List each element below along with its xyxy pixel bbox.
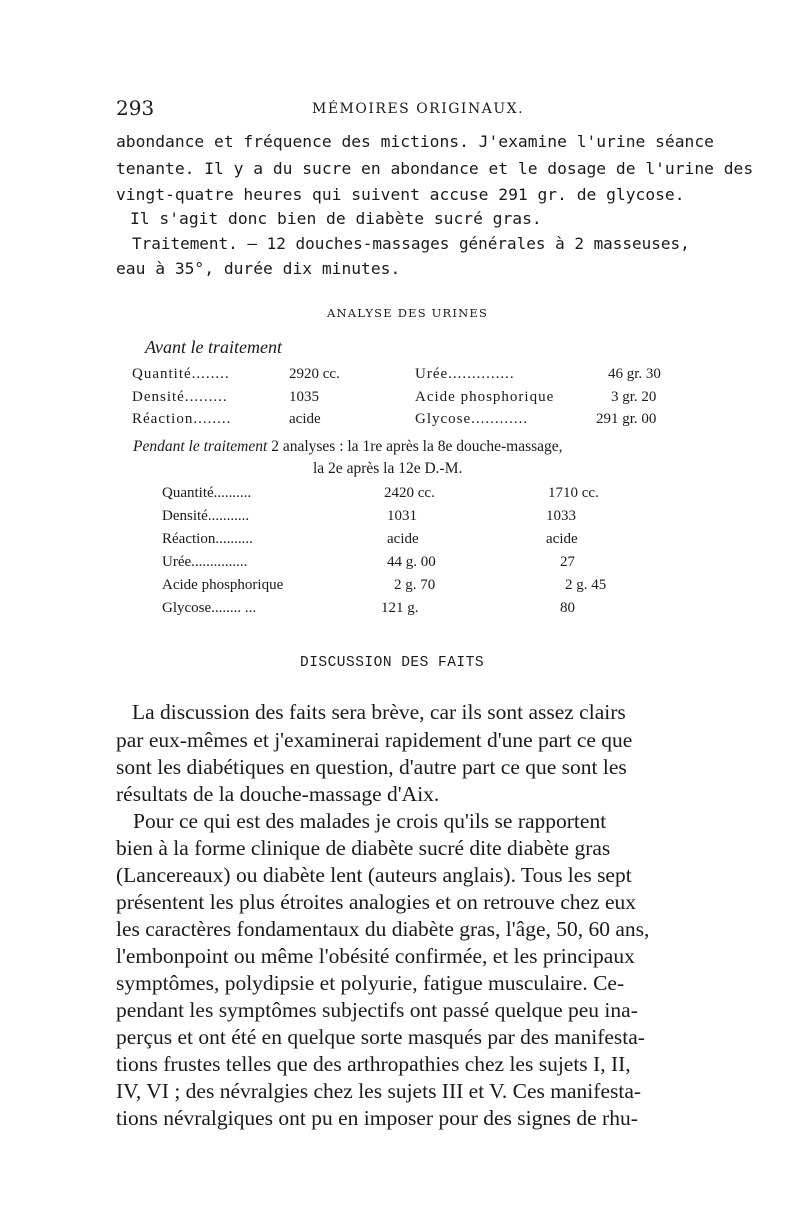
running-head: MÉMOIRES ORIGINAUX. bbox=[312, 101, 525, 117]
during-v2: 80 bbox=[560, 600, 575, 616]
intro-line bbox=[116, 159, 754, 178]
discussion-line: tions frustes telles que des arthropathies chez les sujets I, II, bbox=[116, 1052, 631, 1076]
intro-line bbox=[130, 209, 542, 228]
discussion-line: sont les diabétiques en question, d'autre part ce que sont les bbox=[116, 755, 627, 779]
before-value2: 46 gr. 30 bbox=[608, 366, 661, 382]
before-value2: 3 gr. 20 bbox=[611, 389, 657, 405]
during-label: Réaction.......... bbox=[162, 531, 253, 547]
before-label2: Glycose............ bbox=[415, 411, 529, 427]
during-v1: 2420 cc. bbox=[384, 485, 435, 501]
discussion-title: DISCUSSION DES FAITS bbox=[300, 655, 485, 671]
discussion-line: par eux-mêmes et j'examinerai rapidement d'une part ce que bbox=[116, 728, 633, 752]
before-label: Réaction........ bbox=[132, 411, 232, 427]
during-v2: acide bbox=[546, 531, 578, 547]
before-value: acide bbox=[289, 411, 321, 427]
during-heading-rest: 2 analyses : la 1re après la 8e douche-massage, bbox=[271, 438, 563, 455]
discussion-line: bien à la forme clinique de diabète sucré dite diabète gras bbox=[116, 836, 611, 860]
during-v2: 2 g. 45 bbox=[565, 577, 607, 593]
during-v2: 27 bbox=[560, 554, 575, 570]
before-label2: Urée.............. bbox=[415, 366, 515, 382]
discussion-line: pendant les symptômes subjectifs ont passé quelque peu ina- bbox=[116, 998, 638, 1022]
discussion-line: (Lancereaux) ou diabète lent (auteurs anglais). Tous les sept bbox=[116, 863, 632, 887]
during-v1: acide bbox=[387, 531, 419, 547]
during-label: Urée............... bbox=[162, 554, 248, 570]
intro-line-text: Traitement. — 12 douches-massages générales à 2 masseuses, bbox=[132, 234, 690, 253]
intro-line bbox=[116, 259, 400, 278]
discussion-line: La discussion des faits sera brève, car ils sont assez clairs bbox=[132, 700, 626, 724]
intro-line-text: tenante. Il y a du sucre en abondance et le dosage de l'urine des bbox=[116, 159, 754, 178]
during-label: Quantité.......... bbox=[162, 485, 252, 501]
discussion-line: tions névralgiques ont pu en imposer pour des signes de rhu- bbox=[116, 1106, 638, 1130]
page-number: 293 bbox=[116, 96, 155, 120]
intro-line bbox=[116, 185, 685, 204]
intro-line bbox=[132, 234, 690, 253]
before-heading: Avant le traitement bbox=[145, 337, 282, 357]
discussion-line: Pour ce qui est des malades je crois qu'ils se rapportent bbox=[133, 809, 607, 833]
during-v1: 121 g. bbox=[381, 600, 419, 616]
during-heading-line2: la 2e après la 12e D.-M. bbox=[313, 460, 463, 477]
during-heading bbox=[133, 438, 563, 456]
discussion-line: l'embonpoint ou même l'obésité confirmée, et les principaux bbox=[116, 944, 635, 968]
analysis-title: ANALYSE DES URINES bbox=[327, 306, 489, 320]
intro-line-text: abondance et fréquence des mictions. J'examine l'urine séance bbox=[116, 132, 714, 151]
during-v2: 1033 bbox=[546, 508, 576, 524]
before-label2: Acide phosphorique bbox=[415, 389, 555, 405]
intro-line-text: vingt-quatre heures qui suivent accuse 291 gr. de glycose. bbox=[116, 185, 685, 204]
during-v1: 1031 bbox=[387, 508, 417, 524]
during-v1: 2 g. 70 bbox=[394, 577, 436, 593]
before-label: Quantité........ bbox=[132, 366, 230, 382]
discussion-line: présentent les plus étroites analogies et on retrouve chez eux bbox=[116, 890, 636, 914]
discussion-line: résultats de la douche-massage d'Aix. bbox=[116, 782, 440, 806]
discussion-line: IV, VI ; des névralgies chez les sujets III et V. Ces manifesta- bbox=[116, 1079, 642, 1103]
during-label: Glycose........ ... bbox=[162, 600, 257, 616]
during-label: Densité........... bbox=[162, 508, 250, 524]
during-v2: 1710 cc. bbox=[548, 485, 599, 501]
discussion-line: les caractères fondamentaux du diabète gras, l'âge, 50, 60 ans, bbox=[116, 917, 650, 941]
before-value: 1035 bbox=[289, 389, 319, 405]
during-v1: 44 g. 00 bbox=[387, 554, 436, 570]
intro-line bbox=[116, 132, 714, 151]
discussion-line: perçus et ont été en quelque sorte masqués par des manifesta- bbox=[116, 1025, 645, 1049]
intro-line-text: Il s'agit donc bien de diabète sucré gras. bbox=[130, 209, 542, 228]
before-label: Densité......... bbox=[132, 389, 228, 405]
before-value2: 291 gr. 00 bbox=[596, 411, 657, 427]
during-heading-italic: Pendant le traitement bbox=[133, 438, 268, 455]
intro-line-text: eau à 35°, durée dix minutes. bbox=[116, 259, 401, 278]
during-label: Acide phosphorique bbox=[162, 577, 284, 593]
discussion-line: symptômes, polydipsie et polyurie, fatigue musculaire. Ce- bbox=[116, 971, 625, 995]
before-value: 2920 cc. bbox=[289, 366, 340, 382]
